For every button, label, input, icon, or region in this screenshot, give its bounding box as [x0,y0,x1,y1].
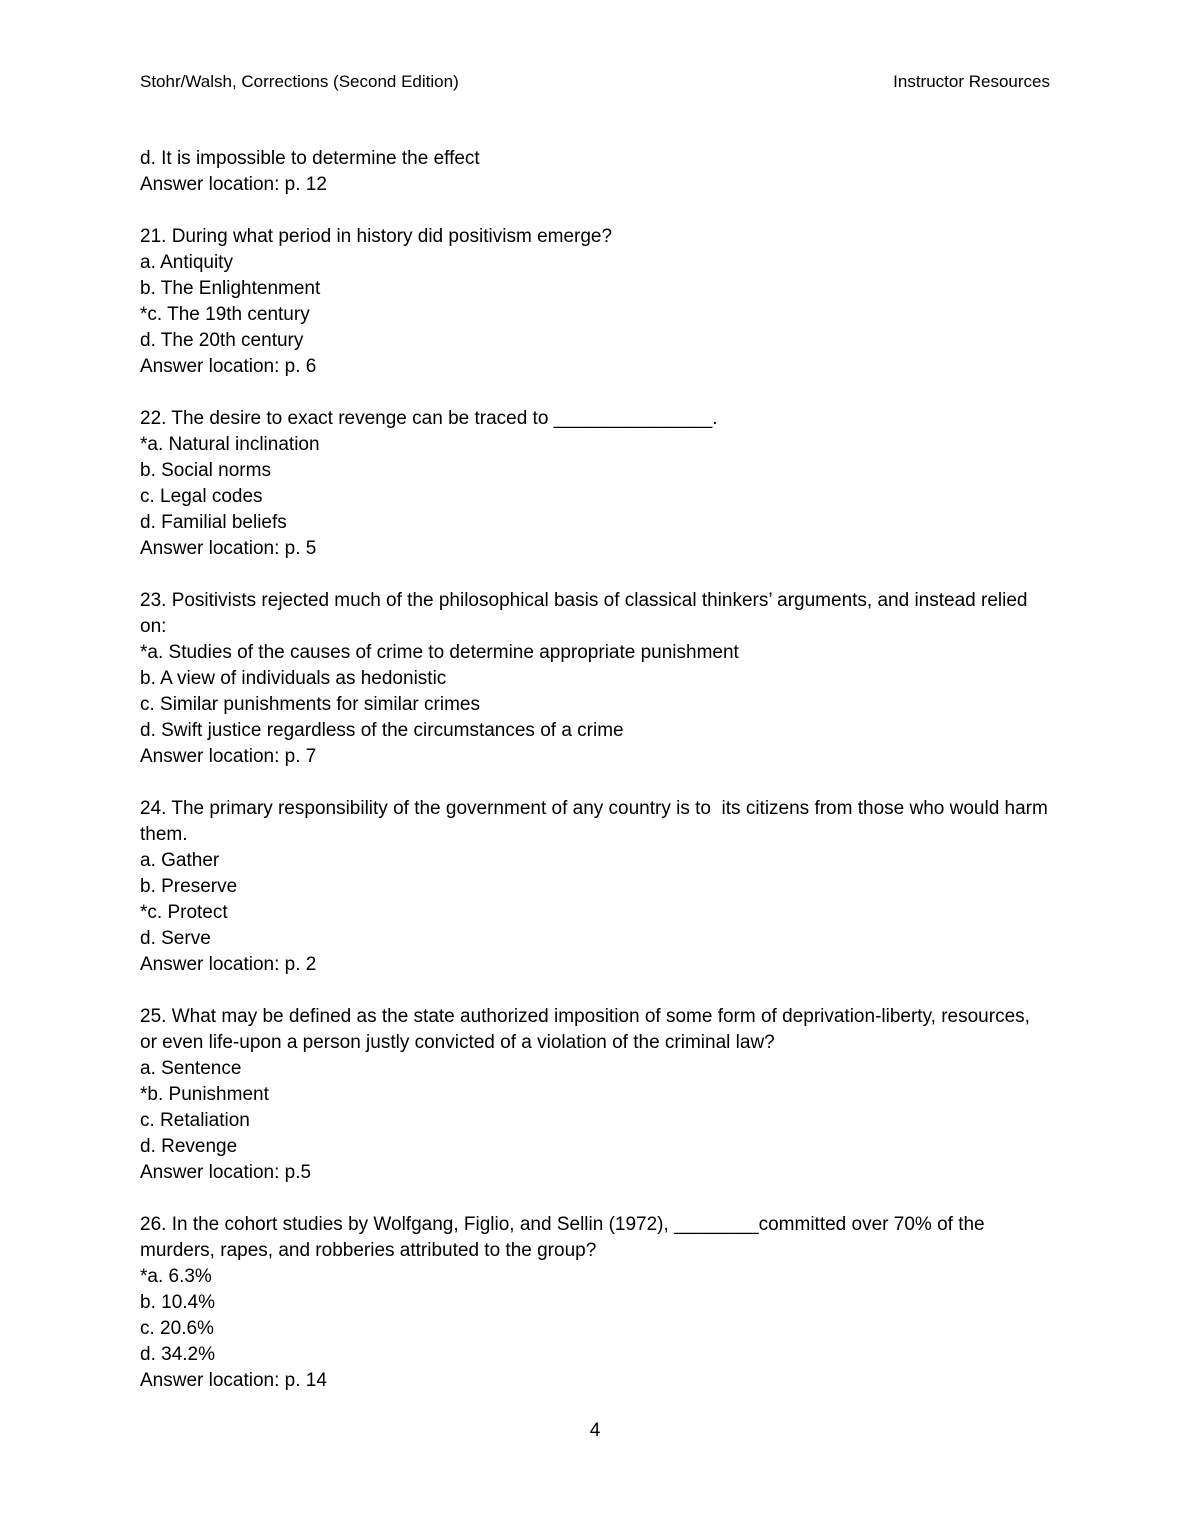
question-stem: 22. The desire to exact revenge can be traced to _______________. [140,408,718,429]
question-24 [140,796,1054,978]
option-line: c. Legal codes [140,486,263,507]
answer-location: Answer location: p. 6 [140,356,317,377]
option-line: b. The Enlightenment [140,278,321,299]
question-stem: 26. In the cohort studies by Wolfgang, Figlio, and Sellin (1972), ________committed over 70% of the murders, rapes, and robberies attributed to the group? [140,1214,990,1261]
question-23 [140,588,1050,770]
question-stem: 23. Positivists rejected much of the philosophical basis of classical thinkers’ arguments, and instead relied on: [140,590,1033,637]
option-line: a. Gather [140,850,220,871]
option-line: b. Preserve [140,876,238,897]
option-line: *a. Natural inclination [140,434,320,455]
answer-location: Answer location: p. 7 [140,746,317,767]
question-list [140,146,1054,1420]
continued-question [140,146,1050,198]
question-stem: 25. What may be defined as the state authorized imposition of some form of deprivation-liberty, resources, or even life-upon a person justly convicted of a violation of the criminal law? [140,1006,1036,1053]
question-stem: 24. The primary responsibility of the government of any country is to its citizens from those who would harm them. [140,798,1054,845]
option-line: d. 34.2% [140,1344,215,1365]
option-line: *c. The 19th century [140,304,310,325]
page-number: 4 [589,1420,601,1441]
option-line: d. Serve [140,928,211,949]
option-line: *b. Punishment [140,1084,269,1105]
option-line: a. Antiquity [140,252,233,273]
question-22 [140,406,1050,562]
option-line: *c. Protect [140,902,228,923]
option-line: d. It is impossible to determine the effect [140,148,480,169]
option-line: b. A view of individuals as hedonistic [140,668,447,689]
question-25 [140,1004,1050,1186]
header-section-label: Instructor Resources [893,72,1050,91]
answer-location: Answer location: p. 2 [140,954,317,975]
answer-location: Answer location: p. 12 [140,174,327,195]
option-line: *a. 6.3% [140,1266,212,1287]
option-line: c. 20.6% [140,1318,214,1339]
answer-location: Answer location: p. 5 [140,538,317,559]
answer-location: Answer location: p. 14 [140,1370,327,1391]
option-line: c. Retaliation [140,1110,250,1131]
option-line: d. Familial beliefs [140,512,287,533]
option-line: *a. Studies of the causes of crime to determine appropriate punishment [140,642,739,663]
option-line: a. Sentence [140,1058,242,1079]
header-book-title: Stohr/Walsh, Corrections (Second Edition) [140,72,459,91]
question-21 [140,224,1050,380]
option-line: d. Swift justice regardless of the circumstances of a crime [140,720,624,741]
option-line: b. 10.4% [140,1292,215,1313]
answer-location: Answer location: p.5 [140,1162,312,1183]
question-stem: 21. During what period in history did positivism emerge? [140,226,613,247]
option-line: d. The 20th century [140,330,304,351]
option-line: b. Social norms [140,460,271,481]
option-line: d. Revenge [140,1136,238,1157]
question-26 [140,1212,1050,1394]
option-line: c. Similar punishments for similar crimes [140,694,480,715]
